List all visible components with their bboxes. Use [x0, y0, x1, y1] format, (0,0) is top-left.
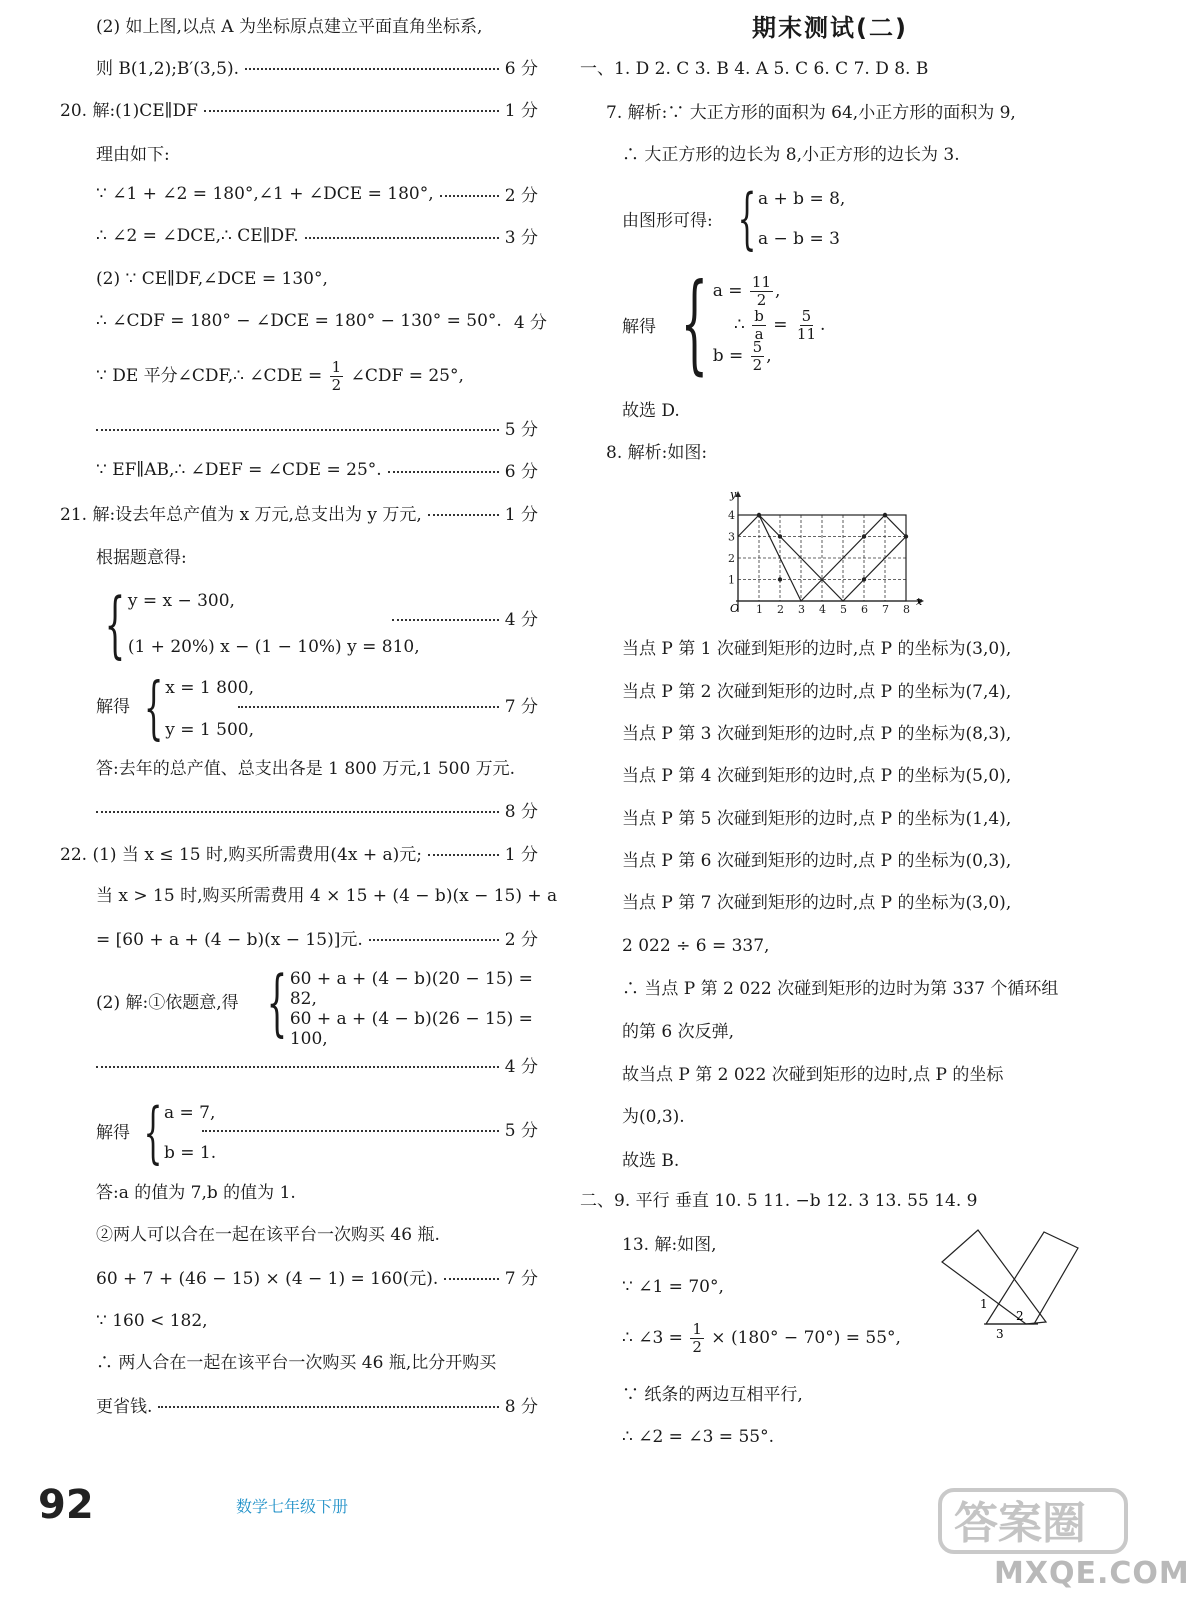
brace: { [680, 261, 709, 386]
score: 1 分 [504, 101, 538, 121]
q8-step: 当点 P 第 4 次碰到矩形的边时,点 P 的坐标为(5,0), [622, 766, 1012, 786]
q13-step: ∵ ∠1 = 70°, [622, 1277, 724, 1297]
score: 7 分 [504, 697, 538, 717]
step-text: × (180° − 70°) = 55°, [711, 1328, 901, 1348]
step-text: 更省钱. [96, 1397, 153, 1417]
q8-cycle: ∴ 当点 P 第 2 022 次碰到矩形的边时为第 337 个循环组 [622, 979, 1059, 999]
denominator: 2 [756, 291, 767, 309]
q22-part2: (2) 解:①依题意,得 [96, 993, 239, 1013]
q22-part2b: ②两人可以合在一起在该平台一次购买 46 瓶. [96, 1225, 440, 1245]
leader-dots [428, 854, 499, 856]
angle-label-2: 2 [1016, 1309, 1024, 1323]
equation: a − b = 3 [758, 229, 840, 249]
equation: b = $\frac{5}{2}$ , [712, 338, 772, 374]
leader-dots [428, 514, 499, 516]
q7-choice: 故选 D. [622, 401, 680, 421]
q7-figure-label: 由图形可得: [622, 211, 713, 231]
q21-score-row [386, 605, 538, 630]
q8-step: 当点 P 第 3 次碰到矩形的边时,点 P 的坐标为(8,3), [622, 724, 1012, 744]
brace: { [737, 180, 757, 257]
equation-lhs: b = [712, 346, 744, 366]
denominator: 2 [692, 1338, 702, 1356]
step-text: ∵ DE 平分∠CDF,∴ ∠CDE = [96, 366, 323, 386]
q22-compare: ∵ 160 < 182, [96, 1311, 208, 1331]
q20-part2: (2) ∵ CE∥DF,∠DCE = 130°, [96, 269, 328, 289]
path-point [778, 577, 782, 581]
x-axis-label: x [916, 595, 923, 608]
q19-line: (2) 如上图,以点 A 为坐标原点建立平面直角坐标系, [96, 17, 483, 37]
score: 6 分 [504, 462, 538, 482]
leader-dots [238, 706, 499, 708]
score: 4 分 [513, 313, 548, 333]
q8-step: 当点 P 第 1 次碰到矩形的边时,点 P 的坐标为(3,0), [622, 639, 1012, 659]
leader-dots [392, 619, 499, 621]
x-tick-label: 4 [819, 603, 826, 616]
numerator: 1 [692, 1320, 702, 1338]
q22-step-row [96, 1264, 538, 1289]
y-tick-label: 2 [728, 552, 735, 565]
q13-header: 13. 解:如图, [622, 1235, 717, 1255]
origin-label: O [730, 602, 740, 615]
leader-dots [96, 429, 499, 431]
fraction [750, 274, 773, 309]
q20-step-row [96, 181, 538, 206]
mc-answers: 一、1. D 2. C 3. B 4. A 5. C 6. C 7. D 8. B [580, 59, 929, 79]
x-tick-label: 2 [777, 603, 784, 616]
step-text: ∴ ∠3 = [622, 1328, 683, 1348]
q7-line: ∴ 大正方形的边长为 8,小正方形的边长为 3. [622, 145, 960, 165]
equation: b = 1. [164, 1143, 217, 1163]
path-point [862, 534, 866, 538]
step-text: 60 + 7 + (46 − 15) × (4 − 1) = 160(元). [96, 1269, 439, 1289]
score: 7 分 [504, 1269, 538, 1289]
tick-labels [728, 509, 910, 616]
path-point [862, 577, 866, 581]
equation: a = $\frac{11}{2}$ , [712, 273, 781, 309]
q21-score-row [232, 692, 538, 717]
y-axis-label: y [730, 488, 737, 501]
brace: { [143, 669, 164, 748]
q8-header: 8. 解析:如图: [606, 443, 708, 463]
brace: { [266, 960, 288, 1044]
numerator: 1 [331, 358, 342, 376]
therefore-symbol: ∴ [734, 315, 745, 335]
score: 4 分 [504, 1057, 538, 1077]
q8-division: 2 022 ÷ 6 = 337, [622, 936, 770, 956]
strip-left [942, 1230, 1046, 1324]
equation-system [726, 180, 846, 257]
q8-step: 当点 P 第 2 次碰到矩形的边时,点 P 的坐标为(7,4), [622, 682, 1012, 702]
fraction [795, 308, 818, 343]
q21-score-only-row [96, 797, 538, 822]
q21-header-row [60, 500, 538, 525]
equation: y = 1 500, [165, 720, 254, 740]
y-tick-label: 3 [728, 530, 735, 544]
solve-label: 解得 [622, 317, 656, 337]
fraction [752, 308, 766, 343]
solve-label: 解得 [96, 697, 130, 717]
q22-answer: 答:a 的值为 7,b 的值为 1. [96, 1183, 296, 1203]
leader-dots [202, 1130, 499, 1132]
strip-right [986, 1232, 1078, 1324]
book-label: 数学七年级下册 [236, 1497, 349, 1516]
score: 2 分 [504, 186, 538, 206]
leader-dots [305, 237, 499, 239]
q22-step-row [96, 925, 538, 950]
q13-step [622, 1318, 901, 1358]
leader-dots [388, 471, 499, 473]
leader-dots [158, 1406, 498, 1408]
equation: 60 + a + (4 − b)(20 − 15) = 82, [289, 969, 533, 1009]
score: 4 分 [504, 610, 538, 630]
angle-label-3: 3 [996, 1327, 1004, 1341]
q20-step-row [96, 308, 548, 333]
score: 5 分 [504, 1121, 538, 1141]
brace: { [104, 582, 126, 666]
score: 8 分 [504, 1397, 538, 1417]
leader-dots [204, 110, 499, 112]
equation: x = 1 800, [165, 678, 254, 698]
step-text: ∠CDF = 25°, [350, 366, 464, 386]
brace: { [143, 1094, 163, 1171]
folded-strip-figure [938, 1226, 1084, 1346]
path-point [757, 513, 761, 517]
x-tick-label: 8 [903, 603, 910, 616]
x-tick-label: 5 [840, 603, 847, 616]
q22-header-row [60, 840, 538, 865]
leader-dots [440, 195, 499, 197]
numerator: 5 [801, 307, 812, 325]
denominator: a [754, 325, 764, 343]
equation-system [92, 582, 420, 666]
page-number: 92 [38, 1482, 94, 1528]
grid [738, 515, 906, 601]
score: 8 分 [504, 802, 538, 822]
x-tick-label: 7 [882, 603, 889, 616]
q22-header: 22. (1) 当 x ≤ 15 时,购买所需费用(4x + a)元; [60, 845, 422, 865]
score: 1 分 [504, 505, 538, 525]
q19-answer: 则 B(1,2);B′(3,5). [96, 59, 239, 79]
step-text: ∴ ∠CDF = 180° − ∠DCE = 180° − 130° = 50°. [96, 310, 502, 331]
q22-line: 当 x > 15 时,购买所需费用 4 × 15 + (4 − b)(x − 15) + a [96, 886, 558, 906]
q20-reason: 理由如下: [96, 145, 170, 165]
q20-score-only-row [96, 415, 538, 440]
score: 3 分 [504, 228, 538, 248]
score: 6 分 [504, 59, 538, 79]
fraction [690, 1321, 704, 1356]
section-title: 期末测试(二) [752, 14, 908, 42]
fill-in-answers: 二、9. 平行 垂直 10. 5 11. −b 12. 3 13. 55 14. 9 [580, 1191, 978, 1211]
step-text: ∵ ∠1 + ∠2 = 180°,∠1 + ∠DCE = 180°, [96, 183, 434, 204]
equation: a = 7, [164, 1103, 216, 1123]
q22-score-only-row [96, 1052, 538, 1077]
watermark-text: 答案圈 [954, 1498, 1086, 1549]
path-point [904, 534, 908, 538]
numerator: b [754, 307, 764, 325]
q20-header-row [60, 96, 538, 121]
step-text: ∵ EF∥AB,∴ ∠DEF = ∠CDE = 25°. [96, 459, 382, 480]
x-tick-label: 6 [861, 603, 868, 616]
equation: (1 + 20%) x − (1 − 10%) y = 810, [127, 637, 420, 657]
step-text: ∴ ∠2 = ∠DCE,∴ CE∥DF. [96, 225, 299, 246]
equation-system [254, 960, 560, 1049]
q8-conclusion: 故当点 P 第 2 022 次碰到矩形的边时,点 P 的坐标 [622, 1065, 1004, 1085]
q22-conclusion: ∴ 两人合在一起在该平台一次购买 46 瓶,比分开购买 [96, 1353, 497, 1373]
leader-dots [96, 1066, 499, 1068]
numerator: 11 [751, 273, 772, 291]
y-tick-label: 4 [728, 509, 735, 522]
reflection-graph [726, 490, 926, 618]
q21-header: 21. 解:设去年总产值为 x 万元,总支出为 y 万元, [60, 505, 422, 525]
q22-score-row [196, 1116, 538, 1141]
equation: a + b = 8, [758, 189, 846, 209]
q8-choice: 故选 B. [622, 1151, 680, 1171]
q20-bisector-line [96, 356, 464, 396]
equation: y = x − 300, [127, 591, 235, 611]
q20-step-row [96, 457, 538, 482]
q13-step: ∴ ∠2 = ∠3 = 55°. [622, 1427, 774, 1447]
step-text: = [60 + a + (4 − b)(x − 15)]元. [96, 930, 363, 950]
ratio-result: ∴ $\frac{b}{a}$ = $\frac{5}{11}$ . [734, 307, 826, 343]
leader-dots [96, 811, 499, 813]
equation: 60 + a + (4 − b)(26 − 15) = 100, [289, 1009, 533, 1049]
solve-label: 解得 [96, 1123, 130, 1143]
path-point [778, 534, 782, 538]
x-tick-label: 3 [798, 603, 805, 616]
denominator: 2 [331, 376, 342, 394]
y-tick-label: 1 [728, 573, 735, 587]
equation-lhs: a = [712, 281, 743, 301]
q19-score-row [96, 54, 538, 79]
score: 2 分 [504, 930, 538, 950]
numerator: 5 [752, 338, 763, 356]
q20-step-row [96, 223, 538, 248]
x-tick-label: 1 [756, 603, 763, 616]
q8-step: 当点 P 第 5 次碰到矩形的边时,点 P 的坐标为(1,4), [622, 809, 1012, 829]
q20-header: 20. 解:(1)CE∥DF [60, 101, 198, 121]
fraction [330, 359, 344, 394]
score: 1 分 [504, 845, 538, 865]
angle-label-1: 1 [980, 1297, 988, 1311]
path-point [883, 513, 887, 517]
path-dots [757, 513, 908, 582]
q8-step: 当点 P 第 6 次碰到矩形的边时,点 P 的坐标为(0,3), [622, 851, 1012, 871]
q8-conclusion: 为(0,3). [622, 1107, 685, 1127]
q21-setup: 根据题意得: [96, 548, 187, 568]
q22-step-row [96, 1392, 538, 1417]
q21-answer: 答:去年的总产值、总支出各是 1 800 万元,1 500 万元. [96, 759, 516, 779]
q13-step: ∵ 纸条的两边互相平行, [622, 1385, 803, 1405]
leader-dots [369, 939, 499, 941]
denominator: 2 [752, 356, 763, 374]
q8-step: 当点 P 第 7 次碰到矩形的边时,点 P 的坐标为(3,0), [622, 893, 1012, 913]
leader-dots [444, 1278, 498, 1280]
q7-line: 7. 解析:∵ 大正方形的面积为 64,小正方形的面积为 9, [606, 103, 1016, 123]
denominator: 11 [796, 325, 816, 343]
watermark-url: MXQE.COM [994, 1556, 1190, 1591]
score: 5 分 [504, 420, 538, 440]
leader-dots [245, 68, 499, 70]
q8-cycle: 的第 6 次反弹, [622, 1022, 735, 1042]
